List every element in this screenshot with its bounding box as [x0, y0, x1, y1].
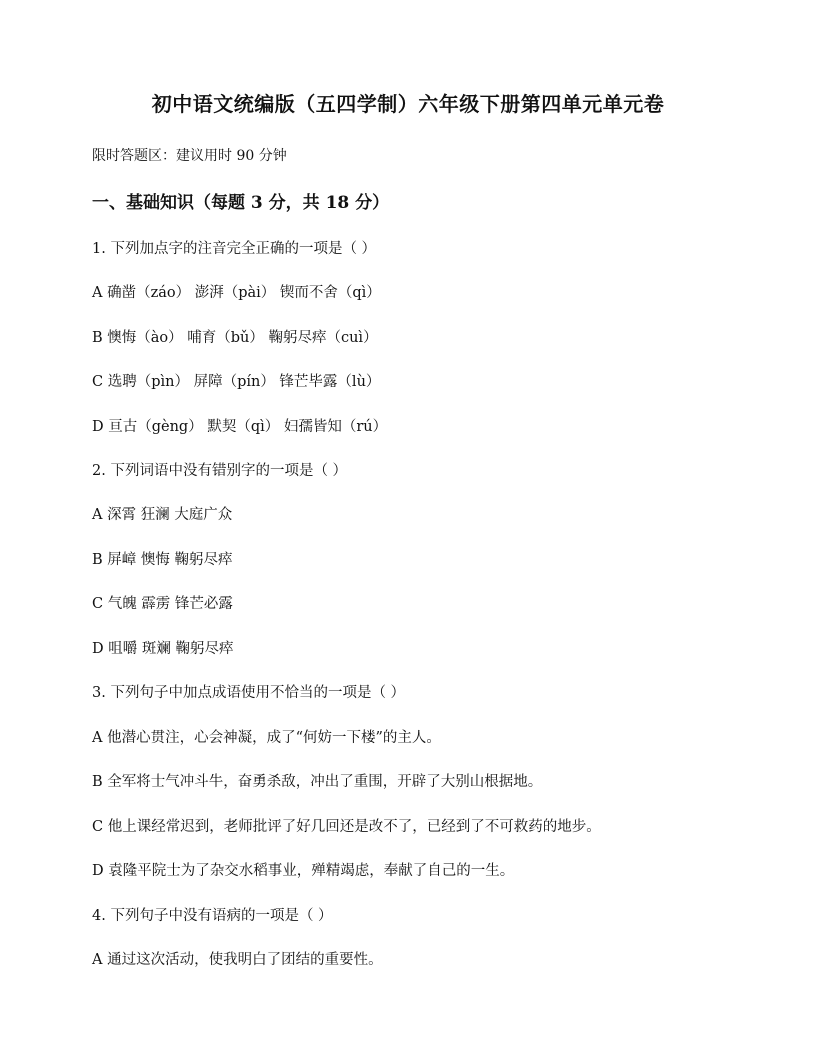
question-3-option-a: A 他潜心贯注，心会神凝，成了“何妨一下楼”的主人。 — [92, 729, 441, 746]
question-3-stem: 3. 下列句子中加点成语使用不恰当的一项是（ ） — [92, 685, 406, 702]
question-4-stem: 4. 下列句子中没有语病的一项是（ ） — [92, 907, 333, 924]
question-3-option-d: D 袁隆平院士为了杂交水稻事业，殚精竭虑，奉献了自己的一生。 — [92, 863, 515, 880]
question-2-option-a: A 深霄 狂澜 大庭广众 — [92, 507, 233, 524]
question-2-option-d: D 咀嚼 斑斓 鞠躬尽瘁 — [92, 640, 234, 657]
question-4-option-a: A 通过这次活动，使我明白了团结的重要性。 — [92, 952, 383, 969]
question-3-option-b: B 全军将士气冲斗牛，奋勇杀敌，冲出了重围，开辟了大别山根据地。 — [92, 774, 543, 791]
question-1-option-c: C 选聘（pìn） 屏障（pín） 锋芒毕露（lù） — [92, 374, 381, 391]
question-3-option-c: C 他上课经常迟到，老师批评了好几回还是改不了，已经到了不可救药的地步。 — [92, 818, 601, 835]
question-1-stem: 1. 下列加点字的注音完全正确的一项是（ ） — [92, 240, 377, 257]
question-2-option-c: C 气魄 霹雳 锋芒必露 — [92, 596, 233, 613]
question-2-option-b: B 屏嶂 懊悔 鞠躬尽瘁 — [92, 551, 233, 568]
section-heading-basic-knowledge: 一、基础知识（每题 3 分，共 18 分） — [92, 193, 390, 214]
question-2-stem: 2. 下列词语中没有错别字的一项是（ ） — [92, 463, 348, 479]
question-1-option-a: A 确凿（záo） 澎湃（pài） 锲而不舍（qì） — [92, 285, 381, 302]
timing-note: 限时答题区：建议用时 90 分钟 — [92, 148, 287, 164]
document-title: 初中语文统编版（五四学制）六年级下册第四单元单元卷 — [151, 92, 665, 116]
question-1-option-d: D 亘古（gèng） 默契（qì） 妇孺皆知（rú） — [92, 418, 388, 435]
question-1-option-b: B 懊悔（ào） 哺育（bǔ） 鞠躬尽瘁（cuì） — [92, 329, 378, 346]
